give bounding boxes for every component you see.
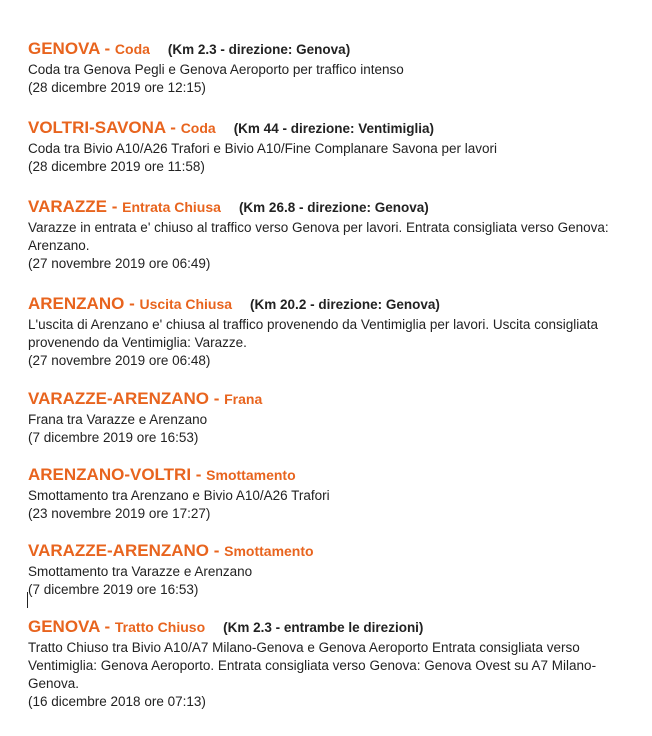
- entry-timestamp: (27 novembre 2019 ore 06:49): [28, 256, 211, 271]
- entry-km-direction: (Km 20.2 - direzione: Genova): [250, 297, 440, 312]
- entry-heading: [28, 196, 638, 219]
- entry-location: GENOVA: [28, 617, 100, 636]
- entry-km-direction: (Km 2.3 - entrambe le direzioni): [223, 620, 424, 635]
- entry-location: VOLTRI-SAVONA: [28, 118, 166, 137]
- entry-event-type: Uscita Chiusa: [139, 296, 233, 312]
- entry-heading: [28, 616, 638, 639]
- traffic-entry: [28, 293, 638, 370]
- entry-description: Tratto Chiuso tra Bivio A10/A7 Milano-Genova e Genova Aeroporto Entrata consigliata verso Ventimiglia: Genova Aeroporto. Entrata consigliata verso Genova: Genova Ovest su A7 Milano-Genova.: [28, 640, 597, 691]
- entry-heading: [28, 38, 638, 61]
- entry-heading: [28, 540, 638, 563]
- traffic-entry: [28, 540, 638, 599]
- text-cursor: [27, 592, 28, 608]
- traffic-entry: [28, 196, 638, 273]
- entry-km-direction: (Km 2.3 - direzione: Genova): [167, 42, 351, 57]
- entry-separator: -: [124, 294, 140, 313]
- entry-separator: -: [209, 389, 225, 408]
- entry-event-type: Smottamento: [224, 543, 314, 559]
- entry-timestamp: (7 dicembre 2019 ore 16:53): [28, 582, 199, 597]
- traffic-entry: [28, 388, 638, 447]
- traffic-entry: [28, 117, 638, 176]
- entry-heading: [28, 117, 638, 140]
- entry-timestamp: (16 dicembre 2018 ore 07:13): [28, 694, 206, 709]
- entry-location: VARAZZE: [28, 197, 108, 216]
- traffic-entry: [28, 616, 638, 711]
- entry-timestamp: (27 novembre 2019 ore 06:48): [28, 353, 211, 368]
- traffic-entry: [28, 38, 638, 97]
- entry-heading: [28, 464, 638, 487]
- entry-location: ARENZANO-VOLTRI: [28, 465, 192, 484]
- entry-separator: -: [99, 39, 115, 58]
- entry-description: Coda tra Genova Pegli e Genova Aeroporto per traffico intenso: [28, 62, 404, 77]
- entry-separator: -: [107, 197, 123, 216]
- entry-event-type: Smottamento: [206, 467, 296, 483]
- entry-description: Smottamento tra Varazze e Arenzano: [28, 564, 253, 579]
- entry-location: VARAZZE-ARENZANO: [28, 389, 210, 408]
- traffic-entry: [28, 464, 638, 523]
- entry-heading: [28, 293, 638, 316]
- entry-km-direction: (Km 26.8 - direzione: Genova): [238, 200, 429, 215]
- entry-event-type: Frana: [224, 391, 263, 407]
- entry-km-direction: (Km 44 - direzione: Ventimiglia): [233, 121, 434, 136]
- entry-event-type: Coda: [114, 41, 150, 57]
- entry-event-type: Tratto Chiuso: [114, 619, 206, 635]
- entry-separator: -: [191, 465, 207, 484]
- entry-separator: -: [99, 617, 115, 636]
- entry-location: ARENZANO: [28, 294, 125, 313]
- entry-description: Frana tra Varazze e Arenzano: [28, 412, 208, 427]
- entry-event-type: Entrata Chiusa: [122, 199, 221, 215]
- entry-description: Varazze in entrata e' chiuso al traffico verso Genova per lavori. Entrata consigliata verso Genova: Arenzano.: [28, 220, 609, 253]
- entry-separator: -: [165, 118, 181, 137]
- entry-description: Coda tra Bivio A10/A26 Trafori e Bivio A10/Fine Complanare Savona per lavori: [28, 141, 498, 156]
- entry-timestamp: (7 dicembre 2019 ore 16:53): [28, 430, 199, 445]
- entry-location: GENOVA: [28, 39, 100, 58]
- entry-separator: -: [209, 541, 225, 560]
- entry-timestamp: (23 novembre 2019 ore 17:27): [28, 506, 211, 521]
- entry-timestamp: (28 dicembre 2019 ore 11:58): [28, 159, 205, 174]
- entry-description: L'uscita di Arenzano e' chiusa al traffico provenendo da Ventimiglia per lavori. Uscita consigliata provenendo da Ventimiglia: Varazze.: [28, 317, 598, 350]
- entry-heading: [28, 388, 638, 411]
- entry-description: Smottamento tra Arenzano e Bivio A10/A26 Trafori: [28, 488, 330, 503]
- entry-timestamp: (28 dicembre 2019 ore 12:15): [28, 80, 206, 95]
- traffic-news-list: [28, 38, 638, 711]
- entry-event-type: Coda: [180, 120, 216, 136]
- entry-location: VARAZZE-ARENZANO: [28, 541, 210, 560]
